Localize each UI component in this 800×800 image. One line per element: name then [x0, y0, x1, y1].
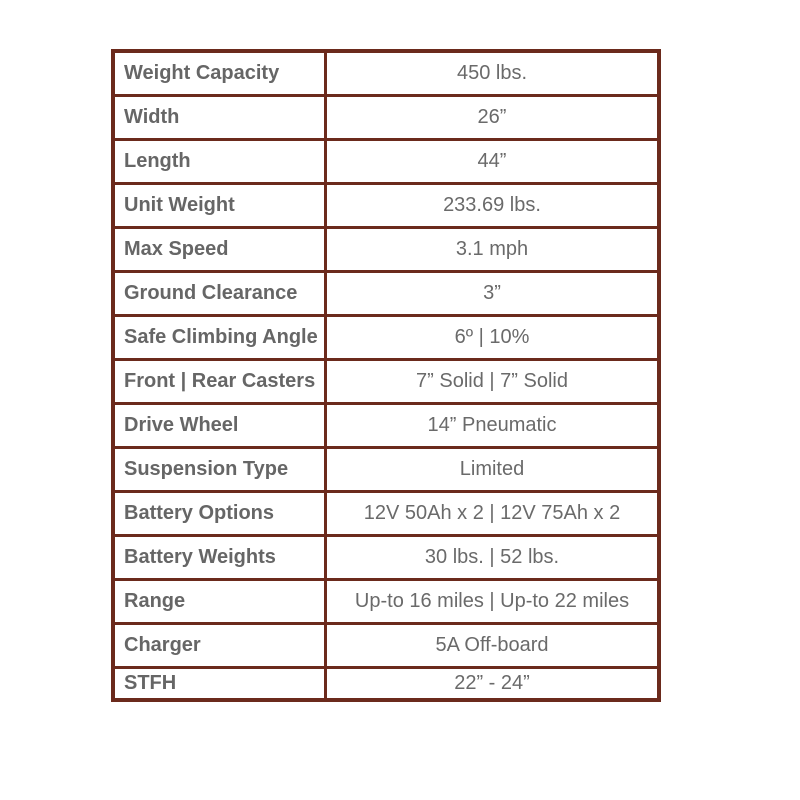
table-row — [113, 184, 659, 228]
table-row — [113, 316, 659, 360]
spec-value: 26” — [326, 96, 660, 140]
spec-table — [111, 49, 661, 702]
spec-value: 3.1 mph — [326, 228, 660, 272]
spec-value: 30 lbs. | 52 lbs. — [326, 536, 660, 580]
spec-label: Weight Capacity — [113, 51, 326, 96]
table-row — [113, 536, 659, 580]
spec-label: Front | Rear Casters — [113, 360, 326, 404]
spec-value: 6º | 10% — [326, 316, 660, 360]
table-row — [113, 51, 659, 96]
spec-value: 233.69 lbs. — [326, 184, 660, 228]
table-row — [113, 228, 659, 272]
spec-value: 7” Solid | 7” Solid — [326, 360, 660, 404]
table-row — [113, 96, 659, 140]
spec-value: Up-to 16 miles | Up-to 22 miles — [326, 580, 660, 624]
spec-value: 22” - 24” — [326, 668, 660, 701]
table-row — [113, 492, 659, 536]
spec-label: Max Speed — [113, 228, 326, 272]
spec-value: 12V 50Ah x 2 | 12V 75Ah x 2 — [326, 492, 660, 536]
table-row — [113, 624, 659, 668]
table-row — [113, 140, 659, 184]
spec-label: Length — [113, 140, 326, 184]
table-row — [113, 272, 659, 316]
spec-value: 14” Pneumatic — [326, 404, 660, 448]
spec-label: Range — [113, 580, 326, 624]
table-row — [113, 668, 659, 701]
spec-label: Charger — [113, 624, 326, 668]
spec-value: Limited — [326, 448, 660, 492]
spec-label: Unit Weight — [113, 184, 326, 228]
spec-label: Battery Options — [113, 492, 326, 536]
spec-label: Battery Weights — [113, 536, 326, 580]
table-row — [113, 580, 659, 624]
spec-value: 450 lbs. — [326, 51, 660, 96]
spec-label: Suspension Type — [113, 448, 326, 492]
spec-value: 5A Off-board — [326, 624, 660, 668]
spec-label: Safe Climbing Angle — [113, 316, 326, 360]
spec-label: Ground Clearance — [113, 272, 326, 316]
spec-label: STFH — [113, 668, 326, 701]
table-row — [113, 360, 659, 404]
table-row — [113, 404, 659, 448]
spec-value: 44” — [326, 140, 660, 184]
spec-label: Drive Wheel — [113, 404, 326, 448]
spec-label: Width — [113, 96, 326, 140]
spec-value: 3” — [326, 272, 660, 316]
table-row — [113, 448, 659, 492]
